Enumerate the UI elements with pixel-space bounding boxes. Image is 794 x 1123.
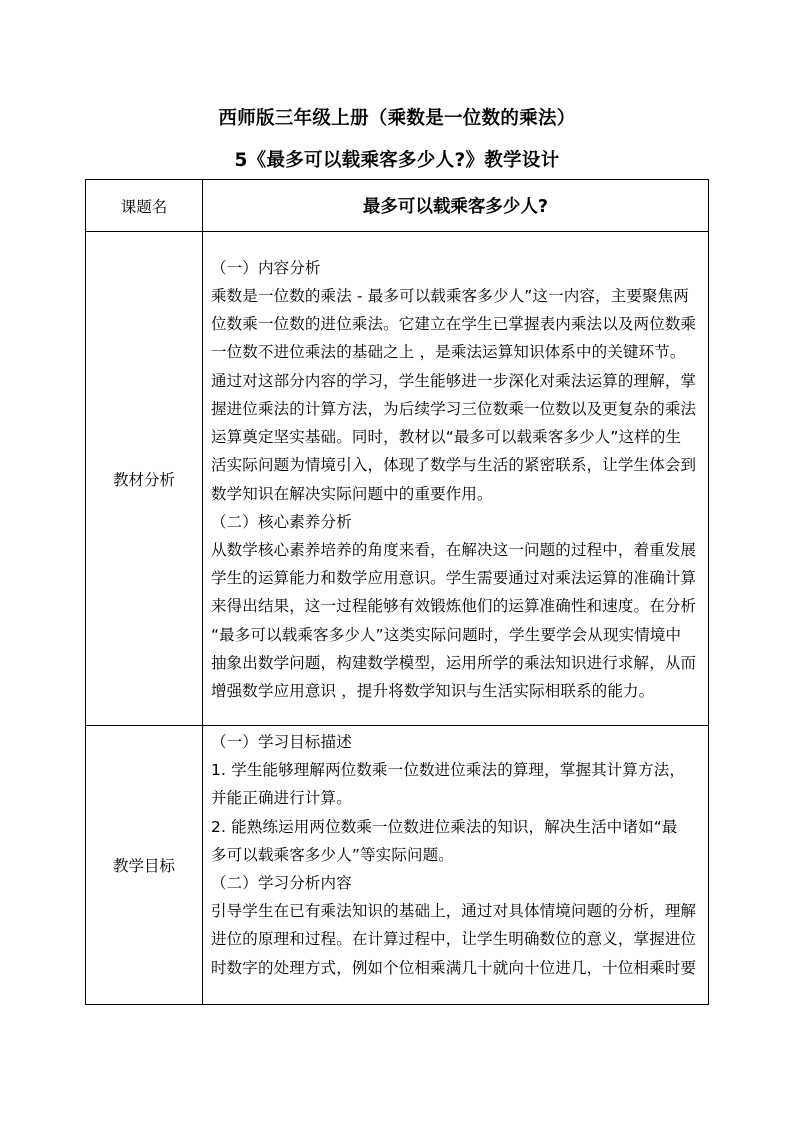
text-line: 数学知识在解决实际问题中的重要作用。 [211,484,493,503]
text-line: 抽象出数学问题，构建数学模型，运用所学的乘法知识进行求解，从而 [211,653,697,672]
text-line: 一位数不进位乘法的基础之上 ，是乘法运算知识体系中的关键环节。 [211,343,686,362]
text-line: 位数乘一位数的进位乘法。它建立在学生已掌握表内乘法以及两位数乘 [211,315,697,334]
table-row-teaching-goals [86,726,709,1005]
text-line: （一）学习目标描述 [211,733,352,751]
document-subtitle: 5《最多可以载乘客多少人?》教学设计 [234,150,560,171]
text-line: 通过对这部分内容的学习，学生能够进一步深化对乘法运算的理解，掌 [211,371,697,390]
text-line: 引导学生在已有乘法知识的基础上，通过对具体情境问题的分析，理解 [211,902,697,921]
text-line: 活实际问题为情境引入，体现了数学与生活的紧密联系，让学生体会到 [211,456,697,475]
text-line: “最多可以载乘客多少人”这类实际问题时，学生要学会从现实情境中 [211,625,682,644]
material-analysis-content [203,232,709,726]
topic-label: 课题名 [86,180,203,232]
text-line: 握进位乘法的计算方法，为后续学习三位数乘一位数以及更复杂的乘法 [211,399,697,418]
text-line: 并能正确进行计算。 [211,789,352,808]
text-line: 增强数学应用意识 ，提升将数学知识与生活实际相联系的能力。 [211,681,655,700]
text-line: 时数字的处理方式，例如个位相乘满几十就向十位进几，十位相乘时要 [211,958,697,977]
topic-value: 最多可以载乘客多少人? [203,180,709,232]
text-line: 运算奠定坚实基础。同时，教材以“最多可以载乘客多少人”这样的生 [211,428,682,447]
text-line: 1. 学生能够理解两位数乘一位数进位乘法的算理，掌握其计算方法， [211,761,686,780]
text-line: 来得出结果，这一过程能够有效锻炼他们的运算准确性和速度。在分析 [211,597,697,616]
text-line: 从数学核心素养培养的角度来看，在解决这一问题的过程中，着重发展 [211,540,697,559]
document-title: 西师版三年级上册（乘数是一位数的乘法） [218,108,576,129]
text-line: 乘数是一位数的乘法 - 最多可以载乘客多少人”这一内容，主要聚焦两 [211,287,689,306]
table-row-topic [86,180,709,232]
text-line: 学生的运算能力和数学应用意识。学生需要通过对乘法运算的准确计算 [211,569,697,588]
teaching-goals-content [203,726,709,1005]
text-line: 2. 能熟练运用两位数乘一位数进位乘法的知识，解决生活中诸如“最 [211,817,678,836]
text-line: （二）学习分析内容 [211,874,352,893]
lesson-plan-table [85,179,709,1005]
text-line: （一）内容分析 [211,258,321,277]
material-analysis-label: 教材分析 [86,232,203,726]
text-line: 进位的原理和过程。在计算过程中，让学生明确数位的意义，掌握进位 [211,930,697,949]
table-row-material-analysis [86,232,709,726]
text-line: 多可以载乘客多少人”等实际问题。 [211,845,454,864]
teaching-goals-label: 教学目标 [86,726,203,1005]
text-line: （二）核心素养分析 [211,512,352,531]
